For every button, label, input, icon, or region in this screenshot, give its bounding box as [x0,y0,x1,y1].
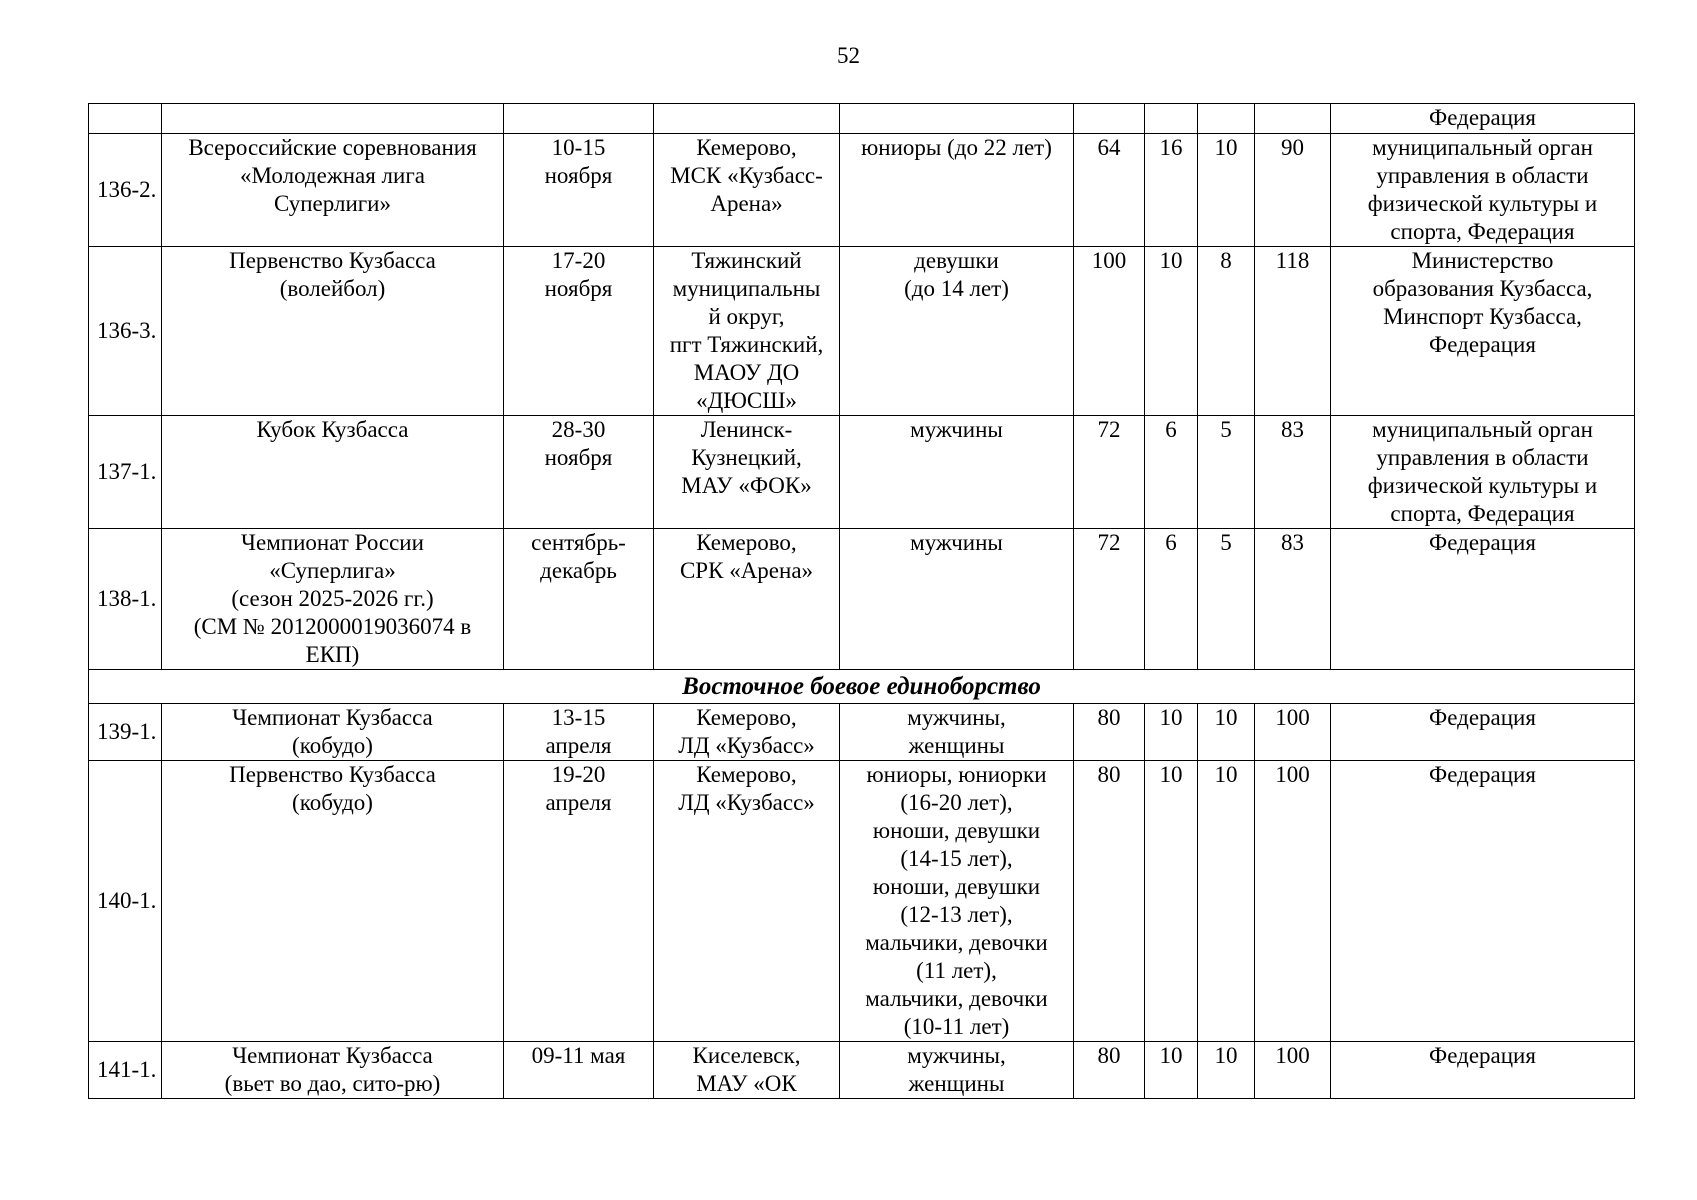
cell-num: 137-1. [89,416,162,529]
table-row [89,416,1635,529]
cell-num: 141-1. [89,1042,162,1099]
cell-organizer: Министерство образования Кузбасса, Минспорт Кузбасса, Федерация [1331,247,1635,416]
cell-venue: Киселевск, МАУ «ОК [654,1042,840,1099]
table-row [89,1042,1635,1099]
cell-count-2: 16 [1145,134,1198,247]
cell-count-3: 10 [1198,1042,1255,1099]
cell-total: 90 [1255,134,1331,247]
cell-event-name: Первенство Кузбасса (волейбол) [162,247,504,416]
cell-event-name: Кубок Кузбасса [162,416,504,529]
cell-participants-category: мужчины, женщины [840,704,1074,761]
cell-count-2: 10 [1145,1042,1198,1099]
cell-count-1: 100 [1074,247,1145,416]
cell-participants-category: юниоры, юниорки (16-20 лет), юноши, девушки (14-15 лет), юноши, девушки (12-13 лет), мальчики, девочки (11 лет), мальчики, девочки (10-11 лет) [840,761,1074,1042]
cell-dates: 19-20 апреля [504,761,654,1042]
cell-count-2: 10 [1145,247,1198,416]
cell-count-2: 10 [1145,761,1198,1042]
cell-count-2: 6 [1145,416,1198,529]
table-row [89,529,1635,670]
cell-num: 139-1. [89,704,162,761]
cell-event-name: Первенство Кузбасса (кобудо) [162,761,504,1042]
cell-venue: Кемерово, ЛД «Кузбасс» [654,761,840,1042]
cell-participants-category: мужчины, женщины [840,1042,1074,1099]
cell-count-3: 10 [1198,134,1255,247]
table-row [89,704,1635,761]
cell-total: 100 [1255,704,1331,761]
table-row [89,761,1635,1042]
cell-dates: 09-11 мая [504,1042,654,1099]
cell-total: 83 [1255,529,1331,670]
cell-total: 100 [1255,1042,1331,1099]
cell-count-3: 8 [1198,247,1255,416]
cell-count-3: 5 [1198,416,1255,529]
continuation-row [89,104,1635,134]
cell-dates: 17-20 ноября [504,247,654,416]
cell-participants-category: девушки (до 14 лет) [840,247,1074,416]
table-row [89,247,1635,416]
cell-dates: 13-15 апреля [504,704,654,761]
cell-venue: Кемерово, СРК «Арена» [654,529,840,670]
cell-event-name [162,104,504,134]
cell-count-2 [1145,104,1198,134]
cell-venue: Ленинск- Кузнецкий, МАУ «ФОК» [654,416,840,529]
cell-organizer: Федерация [1331,704,1635,761]
cell-event-name: Чемпионат Кузбасса (кобудо) [162,704,504,761]
cell-count-1 [1074,104,1145,134]
cell-organizer: муниципальный орган управления в области физической культуры и спорта, Федерация [1331,134,1635,247]
cell-count-3: 10 [1198,704,1255,761]
cell-event-name: Чемпионат Кузбасса (вьет во дао, сито-рю) [162,1042,504,1099]
cell-total: 83 [1255,416,1331,529]
cell-venue: Кемерово, МСК «Кузбасс- Арена» [654,134,840,247]
section-header-row [89,670,1635,704]
cell-participants-category: юниоры (до 22 лет) [840,134,1074,247]
cell-count-3: 10 [1198,761,1255,1042]
cell-event-name: Чемпионат России «Суперлига» (сезон 2025-2026 гг.) (СМ № 2012000019036074 в ЕКП) [162,529,504,670]
cell-organizer: Федерация [1331,761,1635,1042]
cell-venue [654,104,840,134]
cell-venue: Тяжинский муниципальны й округ, пгт Тяжинский, МАОУ ДО «ДЮСШ» [654,247,840,416]
cell-count-1: 64 [1074,134,1145,247]
cell-count-1: 80 [1074,704,1145,761]
cell-organizer: Федерация [1331,104,1635,134]
cell-num [89,104,162,134]
cell-participants-category: мужчины [840,416,1074,529]
cell-count-2: 6 [1145,529,1198,670]
cell-participants-category [840,104,1074,134]
cell-dates: 28-30 ноября [504,416,654,529]
cell-count-1: 80 [1074,1042,1145,1099]
cell-count-1: 72 [1074,416,1145,529]
cell-num: 136-3. [89,247,162,416]
table-row [89,134,1635,247]
section-title: Восточное боевое единоборство [89,670,1635,704]
cell-organizer: муниципальный орган управления в области физической культуры и спорта, Федерация [1331,416,1635,529]
cell-dates: 10-15 ноября [504,134,654,247]
events-table [88,103,1635,1099]
cell-count-1: 80 [1074,761,1145,1042]
cell-count-3 [1198,104,1255,134]
cell-total: 118 [1255,247,1331,416]
cell-total [1255,104,1331,134]
cell-count-1: 72 [1074,529,1145,670]
cell-organizer: Федерация [1331,529,1635,670]
cell-count-3: 5 [1198,529,1255,670]
cell-event-name: Всероссийские соревнования «Молодежная лига Суперлиги» [162,134,504,247]
page-number: 52 [837,43,860,68]
cell-total: 100 [1255,761,1331,1042]
cell-num: 136-2. [89,134,162,247]
cell-num: 138-1. [89,529,162,670]
cell-participants-category: мужчины [840,529,1074,670]
cell-dates [504,104,654,134]
cell-dates: сентябрь- декабрь [504,529,654,670]
cell-num: 140-1. [89,761,162,1042]
cell-count-2: 10 [1145,704,1198,761]
cell-venue: Кемерово, ЛД «Кузбасс» [654,704,840,761]
cell-organizer: Федерация [1331,1042,1635,1099]
